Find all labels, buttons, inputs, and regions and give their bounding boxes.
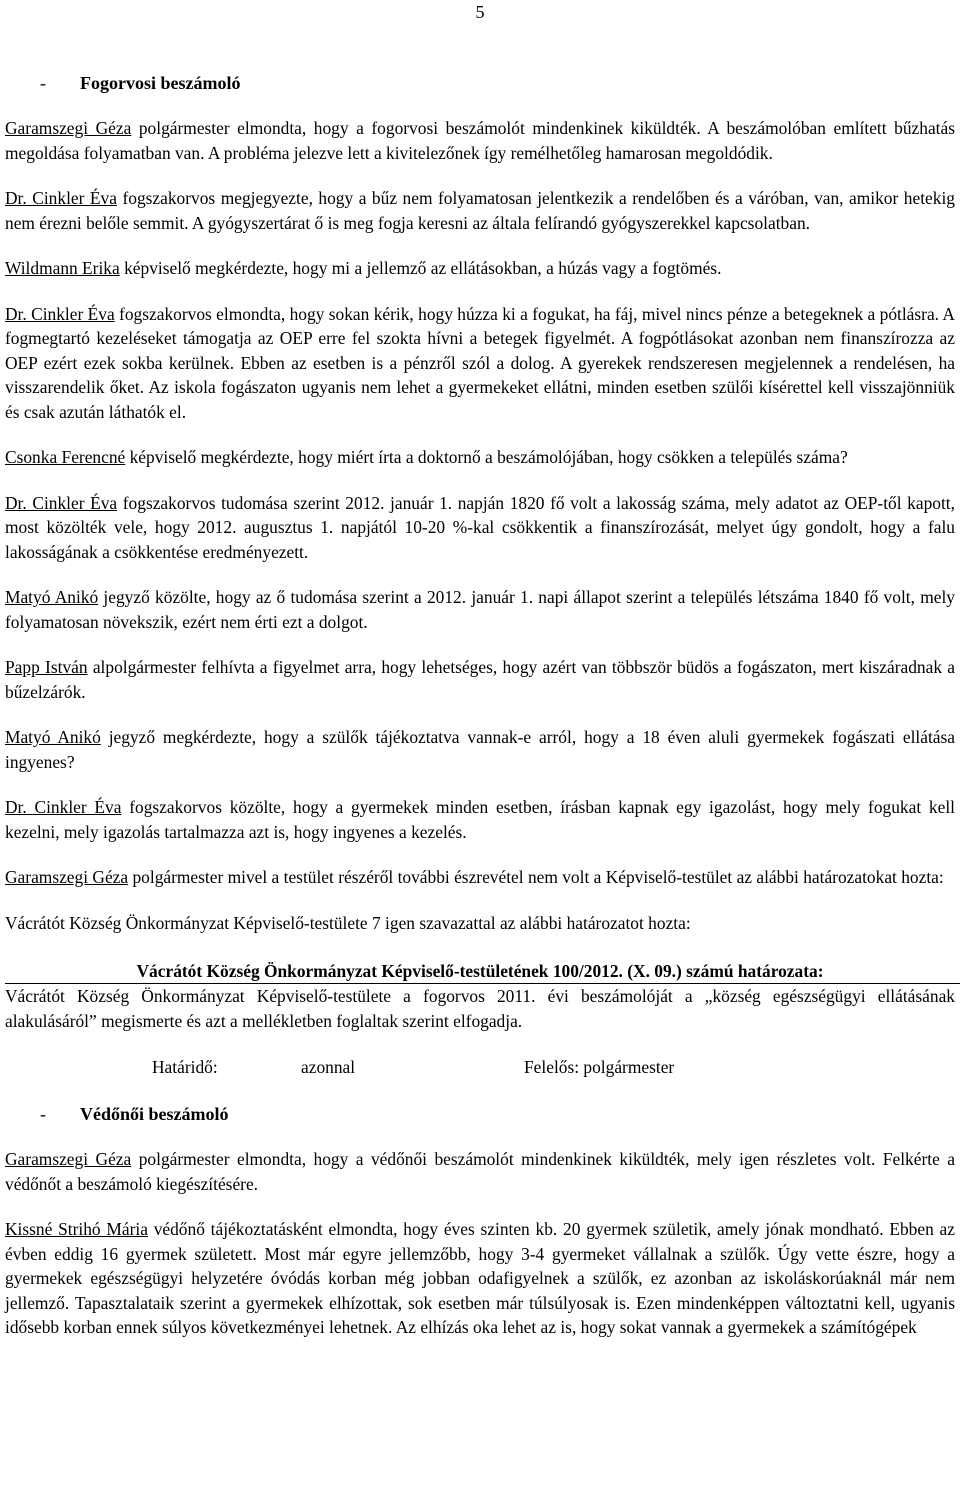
deadline-value: azonnal — [301, 1057, 356, 1077]
speaker-name: Matyó Anikó — [5, 727, 101, 747]
paragraph — [5, 445, 955, 470]
paragraph-text: jegyző közölte, hogy az ő tudomása szerint a 2012. január 1. napi állapot szerint a település létszáma 1840 fő volt, mely folyamatosan növekszik, ezért nem érti ezt a dolgot. — [5, 587, 955, 632]
paragraph-text: polgármester mivel a testület részéről további észrevétel nem volt a Képviselő-testület az alábbi határozatokat hozta: — [128, 867, 944, 887]
resolution-text: Vácrátót Község Önkormányzat Képviselő-testülete a fogorvos 2011. évi beszámolóját a „község egészségügyi ellátásának alakulásáról” megismerte és azt a mellékletben foglaltak szerint elfogadja. — [5, 986, 955, 1031]
speaker-name: Papp István — [5, 657, 88, 677]
document-body — [5, 71, 955, 1361]
paragraph — [5, 1147, 955, 1196]
paragraph-text: fogszakorvos közölte, hogy a gyermekek minden esetben, írásban kapnak egy igazolást, hogy mely fogukat kell kezelni, mely igazolás tartalmazza azt is, hogy ingyenes a kezelés. — [5, 797, 955, 842]
paragraph — [5, 116, 955, 165]
paragraph-text: jegyző megkérdezte, hogy a szülők tájékoztatva vannak-e arról, hogy a 18 éven aluli gyermekek fogászati ellátása ingyenes? — [5, 727, 955, 772]
deadline-label: Határidő: — [152, 1057, 218, 1077]
paragraph — [5, 186, 955, 235]
paragraph — [5, 725, 955, 774]
paragraph-text: polgármester elmondta, hogy a fogorvosi beszámolót mindenkinek kiküldték. A beszámolóban említett bűzhatás megoldása folyamatban van. A probléma jelezve lett a kivitelezőnek így remélhetőleg hamarosan megoldódik. — [5, 118, 955, 163]
paragraph-text: alpolgármester felhívta a figyelmet arra, hogy lehetséges, hogy azért van többször büdös a fogászaton, mert kiszáradnak a bűzelzárók. — [5, 657, 955, 702]
speaker-name: Dr. Cinkler Éva — [5, 303, 115, 324]
heading-dash: - — [40, 1104, 46, 1124]
page-number: 5 — [475, 2, 485, 22]
speaker-name: Garamszegi Géza — [5, 867, 129, 887]
speaker-name: Garamszegi Géza — [5, 118, 132, 138]
paragraph — [5, 865, 955, 890]
speaker-name: Wildmann Erika — [5, 258, 120, 278]
paragraph-text: polgármester elmondta, hogy a védőnői beszámolót mindenkinek kiküldték, mely igen részletes volt. Felkérte a védőnőt a beszámoló kiegészítésére. — [5, 1149, 955, 1194]
section-heading-nurse-report — [40, 1102, 955, 1126]
paragraph — [5, 491, 955, 565]
paragraph — [5, 256, 955, 281]
paragraph-text: fogszakorvos elmondta, hogy sokan kérik, hogy húzza ki a fogukat, ha fáj, mivel nincs pénze a betegeknek a pótlásra. A fogmegtartó kezeléseket támogatja az OEP erre fel szokta hívni a betegek figyelmét. A fogpótlásokat azonban nem finanszírozza az OEP ezért ezek sokba kerülnek. Ebben az esetben is a pénzről szól a dolog. A gyerekek rendszeresen megjelennek a rendelésen, ha visszarendelik őket. Az iskola fogászaton ugyanis nem lehet a gyermekeket ellátni, minden esetben szülői kísérettel kell visszajönniük és csak azután láthatók el. — [5, 303, 955, 422]
paragraph — [5, 795, 955, 844]
paragraph — [5, 1217, 955, 1340]
paragraph — [5, 302, 955, 425]
speaker-name: Garamszegi Géza — [5, 1149, 132, 1169]
section-heading-dental-report — [40, 71, 955, 95]
paragraph-text: képviselő megkérdezte, hogy miért írta a doktornő a beszámolójában, hogy csökken a település száma? — [125, 447, 848, 467]
heading-title: Fogorvosi beszámoló — [80, 73, 241, 93]
heading-title: Védőnői beszámoló — [80, 1104, 229, 1124]
paragraph-text: képviselő megkérdezte, hogy mi a jellemző az ellátásokban, a húzás vagy a fogtömés. — [119, 258, 722, 278]
paragraph-text: fogszakorvos megjegyezte, hogy a bűz nem folyamatosan jelentkezik a rendelőben és a váróban, van, amikor hetekig nem érezni belőle semmit. A gyógyszertárat ő is meg fogja keresni az általa felírandó gyógyszerekkel kapcsolatban. — [5, 188, 955, 233]
speaker-name: Dr. Cinkler Éva — [5, 492, 118, 513]
speaker-name: Kissné Strihó Mária — [5, 1219, 148, 1239]
vote-statement: Vácrátót Község Önkormányzat Képviselő-testülete 7 igen szavazattal az alábbi határozatot hozta: — [5, 912, 691, 933]
paragraph — [5, 585, 955, 634]
speaker-name: Matyó Anikó — [5, 587, 99, 607]
paragraph-text: fogszakorvos tudomása szerint 2012. január 1. napján 1820 fő volt a lakosság száma, mely adatot az OEP-től kapott, most közölték vele, hogy 2012. augusztus 1. napjától 10-20 %-kal csökkentik a finanszírozását, melyet úgy gondolt, hogy a falu lakosságának a csökkentése eredményezett. — [5, 492, 955, 562]
speaker-name: Dr. Cinkler Éva — [5, 188, 117, 208]
responsible-person: Felelős: polgármester — [524, 1057, 675, 1077]
paragraph-text: védőnő tájékoztatásként elmondta, hogy éves szinten kb. 20 gyermek születik, amely jónak mondható. Ebben az évben eddig 16 gyermek született. Most már egyre jellemzőbb, hogy 3-4 gyermeket vállalnak a szülők. Úgy vette észre, hogy a gyermekek egészségügyi helyzetére óvódás korban még jobban odafigyelnek a szülők, ez azonban az iskoláskorúaknál már nem jellemző. Tapasztalataik szerint a gyermekek elhízottak, sok esetben már túlsúlyosak is. Ezen mindenképpen változtatni kell, ugyanis idősebb korban ennek súlyos következményei lehetnek. Az elhízás oka lehet az is, hogy sokat vannak a gyermekek a számítógépek — [5, 1219, 955, 1337]
resolution-title: Vácrátót Község Önkormányzat Képviselő-testületének 100/2012. (X. 09.) számú határozata: — [136, 961, 824, 981]
paragraph — [5, 655, 955, 704]
speaker-name: Csonka Ferencné — [5, 447, 126, 467]
speaker-name: Dr. Cinkler Éva — [5, 797, 122, 817]
heading-dash: - — [40, 73, 46, 93]
resolution-deadline-row — [5, 1055, 955, 1079]
